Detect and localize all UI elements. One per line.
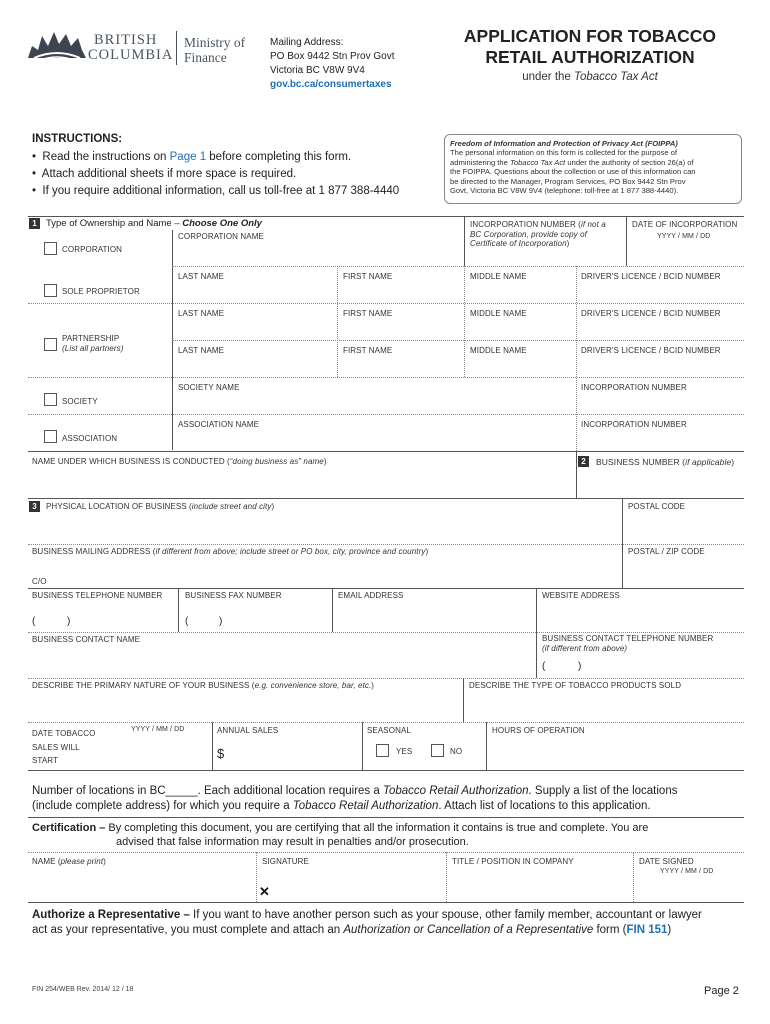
section-2-number: 2 [578,456,589,467]
form-id: FIN 254/WEB Rev. 2014/ 12 / 18 [32,986,134,993]
corporation-name-label: CORPORATION NAME [178,232,264,241]
sole-proprietor-label: SOLE PROPRIETOR [62,287,140,296]
partner-2-last-name-label: LAST NAME [178,346,225,355]
date-start-format: YYYY / MM / DD [131,726,185,733]
seasonal-no-label: NO [450,747,463,756]
contact-name-label: BUSINESS CONTACT NAME [32,635,141,644]
fax-area-code-close: ) [219,616,223,627]
page-1-link[interactable]: Page 1 [169,151,207,163]
partner-1-first-name-label: FIRST NAME [343,309,393,318]
telephone-area-code-close: ) [67,616,71,627]
hours-label: HOURS OF OPERATION [492,726,585,735]
partnership-label: PARTNERSHIP [62,334,120,343]
sole-last-name-label: LAST NAME [178,272,225,281]
instructions-heading: INSTRUCTIONS: [32,133,123,145]
certification-heading: Certification – [32,822,106,834]
ministry-line-1: Ministry of [184,35,246,50]
fax-label: BUSINESS FAX NUMBER [185,591,282,600]
society-label: SOCIETY [62,397,98,406]
mailing-address-label: BUSINESS MAILING ADDRESS (if different from above; include street or PO box, city, province and country) [32,547,429,556]
association-label: ASSOCIATION [62,434,118,443]
title-line-1: APPLICATION FOR TOBACCO [463,26,717,46]
foippa-notice: Freedom of Information and Protection of Privacy Act (FOIPPA) The personal information on this form is collected for the purpose of administering the Tobacco Tax Act under the authority of section 26(a) of the FOIPPA. Questions about the collection or use of this information can be directed to the Manager, Program Services, PO Box 9442 Stn Prov Govt, Victoria BC V8W 9V4 (telephone: toll-free at 1 877 388-4440). [444,134,742,204]
care-of-label: C/O [32,577,47,586]
seasonal-yes-checkbox[interactable] [376,744,389,757]
section-1-number: 1 [29,218,40,229]
partner-2-first-name-label: FIRST NAME [343,346,393,355]
logo-line-1: BRITISH [94,32,158,48]
date-signed-label: DATE SIGNED [639,857,694,866]
email-label: EMAIL ADDRESS [338,591,404,600]
mailing-address [270,36,395,92]
bc-logo [26,26,176,66]
association-name-label: ASSOCIATION NAME [178,420,260,429]
partner-2-middle-name-label: MIDDLE NAME [470,346,527,355]
instruction-item-2: • Attach additional sheets if more space is required. [32,168,297,180]
form-title [430,26,750,68]
section-1-title: Type of Ownership and Name – Choose One Only [46,218,262,229]
sole-first-name-label: FIRST NAME [343,272,393,281]
incorporation-number-label: INCORPORATION NUMBER (if not a BC Corporation, provide copy of Certificate of Incorporation) [470,220,606,248]
date-of-incorporation-format: YYYY / MM / DD [657,233,711,240]
seasonal-yes-label: YES [396,747,413,756]
partnership-note: (List all partners) [62,344,124,353]
telephone-area-code-open: ( [32,616,36,627]
mailing-line-2: Victoria BC V8W 9V4 [270,65,365,76]
postal-code-label: POSTAL CODE [628,502,686,511]
locations-paragraph: Number of locations in BC_____. Each additional location requires a Tobacco Retail Authorization. Supply a list of the locations (include complete address) for which you require a Tobacco Retail Authorization. Attach list of locations to this application. [32,785,678,812]
page-number: Page 2 [704,985,739,997]
ministry-line-2: Finance [184,50,227,65]
title-position-label: TITLE / POSITION IN COMPANY [452,857,574,866]
business-number-label: BUSINESS NUMBER (if applicable) [596,457,735,467]
sole-proprietor-checkbox[interactable] [44,284,57,297]
contact-phone-label: BUSINESS CONTACT TELEPHONE NUMBER [542,634,714,643]
association-incorporation-number-label: INCORPORATION NUMBER [581,420,687,429]
fin-151-link[interactable]: FIN 151 [626,924,668,936]
association-checkbox[interactable] [44,430,57,443]
signature-label: SIGNATURE [262,857,309,866]
logo-line-2: COLUMBIA [88,47,174,63]
website-link[interactable]: gov.bc.ca/consumertaxes [270,79,392,90]
mailing-line-1: PO Box 9442 Stn Prov Govt [270,51,395,62]
fax-area-code-open: ( [185,616,189,627]
logo-divider [176,31,177,65]
corporation-checkbox[interactable] [44,242,57,255]
corporation-label: CORPORATION [62,245,123,254]
authorize-heading: Authorize a Representative – [32,909,190,921]
seasonal-label: SEASONAL [367,726,411,735]
mailing-label: Mailing Address: [270,37,344,48]
title-line-2: RETAIL AUTHORIZATION [485,47,695,67]
authorize-paragraph: Authorize a Representative – If you want to have another person such as your spouse, other family member, accountant or lawyer act as your representative, you must complete and attach an Authorization or Cancellation of a Representative form (FIN 151) [32,909,702,936]
date-start-label: DATE TOBACCO SALES WILL START [32,729,96,765]
annual-sales-label: ANNUAL SALES [217,726,279,735]
society-incorporation-number-label: INCORPORATION NUMBER [581,383,687,392]
instructions [32,133,399,197]
instruction-item-3: • If you require additional information, call us toll-free at 1 877 388-4440 [32,185,400,197]
sole-middle-name-label: MIDDLE NAME [470,272,527,281]
date-of-incorporation-label: DATE OF INCORPORATION [632,220,738,229]
society-name-label: SOCIETY NAME [178,383,240,392]
contact-area-code-open: ( [542,661,546,672]
instruction-item-1: • Read the instructions on Page 1 before completing this form. [32,151,352,163]
website-address-label: WEBSITE ADDRESS [542,591,620,600]
certification-paragraph: Certification – By completing this document, you are certifying that all the information it contains is true and complete. You are advised that false information may result in penalties and/or prosecution. [32,822,649,848]
dollar-sign: $ [217,746,225,761]
sole-drivers-licence-label: DRIVER'S LICENCE / BCID NUMBER [581,272,721,281]
partner-2-drivers-licence-label: DRIVER'S LICENCE / BCID NUMBER [581,346,721,355]
physical-location-label: PHYSICAL LOCATION OF BUSINESS (include street and city) [46,502,275,511]
society-checkbox[interactable] [44,393,57,406]
postal-zip-label: POSTAL / ZIP CODE [628,547,705,556]
contact-phone-note: (if different from above) [542,644,628,653]
partner-1-drivers-licence-label: DRIVER'S LICENCE / BCID NUMBER [581,309,721,318]
form-subtitle: under the Tobacco Tax Act [522,71,658,83]
partner-1-last-name-label: LAST NAME [178,309,225,318]
dba-name-label: NAME UNDER WHICH BUSINESS IS CONDUCTED (“doing business as” name) [32,457,327,466]
signature-x-icon: ✕ [259,884,270,899]
seasonal-no-checkbox[interactable] [431,744,444,757]
telephone-label: BUSINESS TELEPHONE NUMBER [32,591,163,600]
partnership-checkbox[interactable] [44,338,57,351]
contact-area-code-close: ) [578,661,582,672]
name-print-label: NAME (please print) [32,857,106,866]
foippa-heading: Freedom of Information and Protection of Privacy Act (FOIPPA) [450,139,678,148]
section-3-number: 3 [29,501,40,512]
tobacco-products-label: DESCRIBE THE TYPE OF TOBACCO PRODUCTS SOLD [469,681,682,690]
partner-1-middle-name-label: MIDDLE NAME [470,309,527,318]
primary-nature-label: DESCRIBE THE PRIMARY NATURE OF YOUR BUSINESS (e.g. convenience store, bar, etc.) [32,681,375,690]
date-signed-format: YYYY / MM / DD [660,868,714,875]
bc-crest-icon [26,28,88,62]
